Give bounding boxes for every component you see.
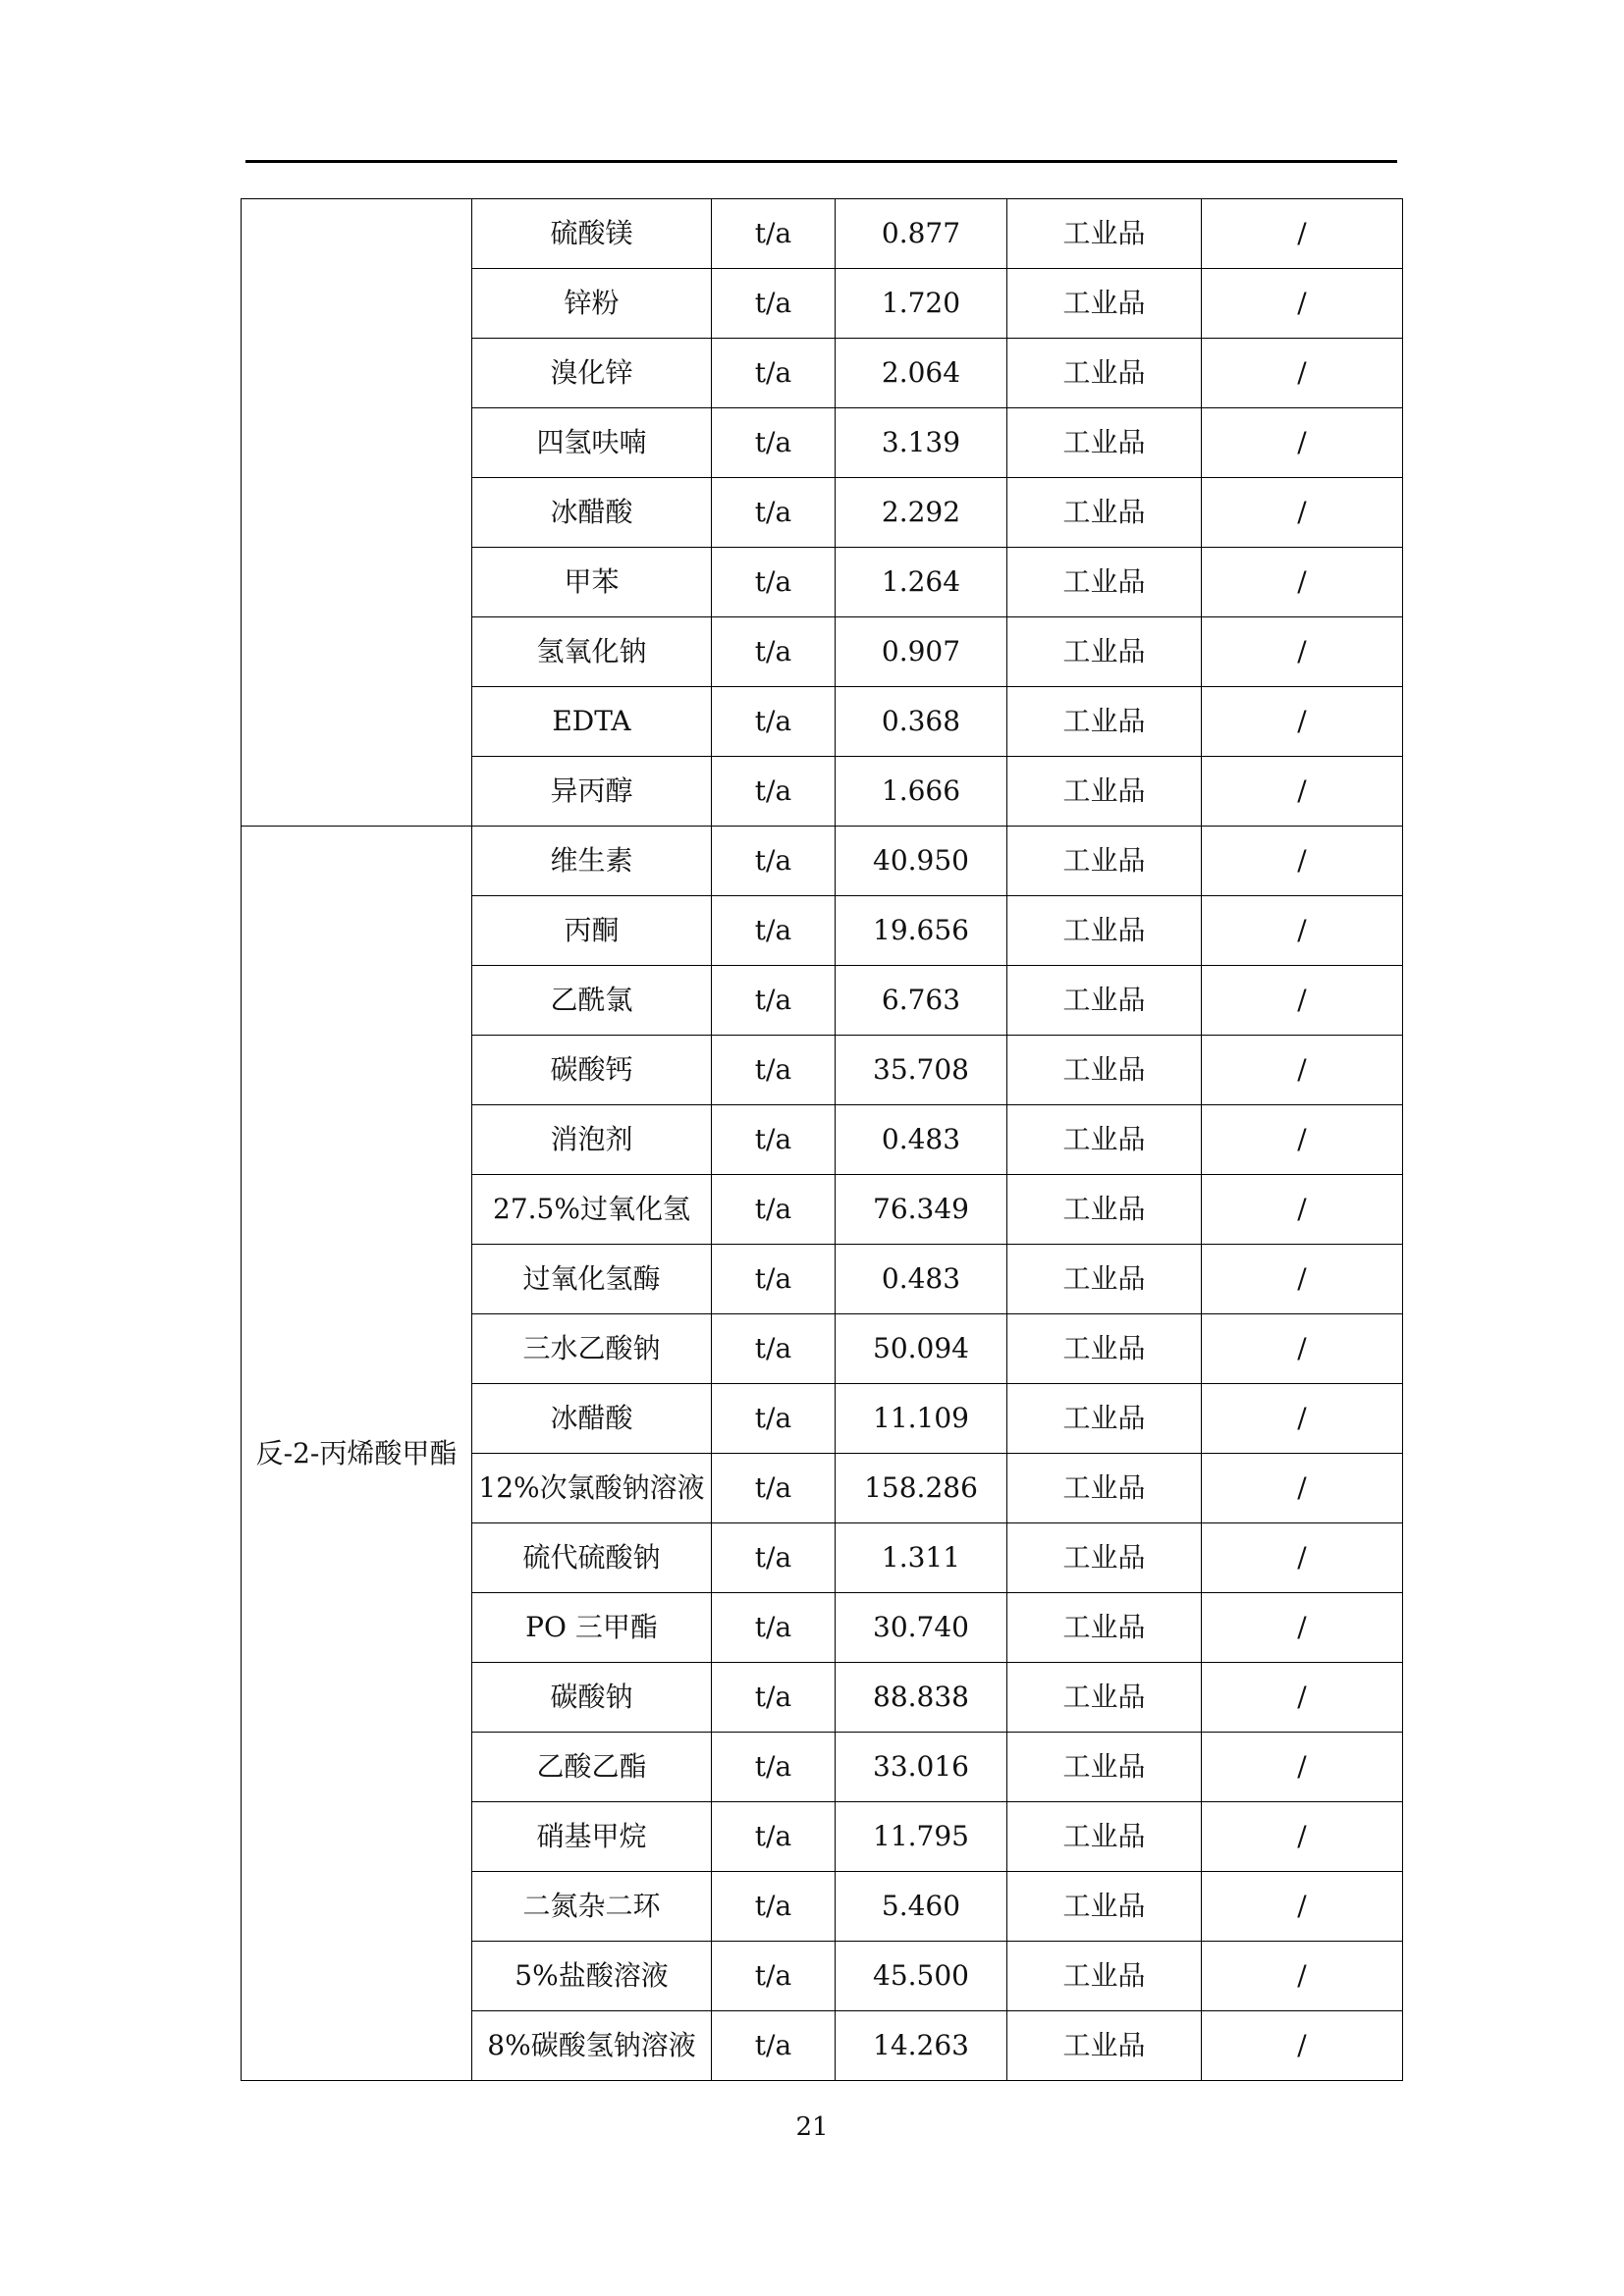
note-cell: /	[1202, 1593, 1403, 1663]
note-cell: /	[1202, 687, 1403, 757]
unit-cell: t/a	[712, 1314, 836, 1384]
material-name-cell: 硝基甲烷	[472, 1802, 712, 1872]
grade-cell: 工业品	[1007, 1663, 1202, 1733]
note-cell: /	[1202, 1942, 1403, 2011]
material-name-cell: 丙酮	[472, 896, 712, 966]
material-name-cell: 异丙醇	[472, 757, 712, 827]
material-name-cell: 过氧化氢酶	[472, 1245, 712, 1314]
grade-cell: 工业品	[1007, 1105, 1202, 1175]
material-name-cell: PO 三甲酯	[472, 1593, 712, 1663]
unit-cell: t/a	[712, 2011, 836, 2081]
grade-cell: 工业品	[1007, 2011, 1202, 2081]
note-cell: /	[1202, 1802, 1403, 1872]
material-name-cell: EDTA	[472, 687, 712, 757]
note-cell: /	[1202, 827, 1403, 896]
unit-cell: t/a	[712, 966, 836, 1036]
grade-cell: 工业品	[1007, 408, 1202, 478]
material-name-cell: 四氢呋喃	[472, 408, 712, 478]
grade-cell: 工业品	[1007, 1384, 1202, 1454]
material-name-cell: 氢氧化钠	[472, 617, 712, 687]
unit-cell: t/a	[712, 757, 836, 827]
product-name-cell: 反-2-丙烯酸甲酯	[242, 827, 472, 2081]
grade-cell: 工业品	[1007, 896, 1202, 966]
amount-cell: 11.795	[836, 1802, 1007, 1872]
material-name-cell: 锌粉	[472, 269, 712, 339]
unit-cell: t/a	[712, 1942, 836, 2011]
table-row	[242, 199, 1403, 269]
unit-cell: t/a	[712, 1454, 836, 1523]
amount-cell: 1.264	[836, 548, 1007, 617]
amount-cell: 0.368	[836, 687, 1007, 757]
amount-cell: 76.349	[836, 1175, 1007, 1245]
note-cell: /	[1202, 1384, 1403, 1454]
material-name-cell: 碳酸钠	[472, 1663, 712, 1733]
grade-cell: 工业品	[1007, 1036, 1202, 1105]
amount-cell: 5.460	[836, 1872, 1007, 1942]
grade-cell: 工业品	[1007, 966, 1202, 1036]
grade-cell: 工业品	[1007, 687, 1202, 757]
unit-cell: t/a	[712, 1663, 836, 1733]
amount-cell: 0.877	[836, 199, 1007, 269]
unit-cell: t/a	[712, 827, 836, 896]
amount-cell: 2.292	[836, 478, 1007, 548]
unit-cell: t/a	[712, 1872, 836, 1942]
amount-cell: 50.094	[836, 1314, 1007, 1384]
material-name-cell: 溴化锌	[472, 339, 712, 408]
note-cell: /	[1202, 1175, 1403, 1245]
material-name-cell: 12%次氯酸钠溶液	[472, 1454, 712, 1523]
material-name-cell: 冰醋酸	[472, 478, 712, 548]
amount-cell: 30.740	[836, 1593, 1007, 1663]
product-name-cell	[242, 199, 472, 827]
grade-cell: 工业品	[1007, 1872, 1202, 1942]
grade-cell: 工业品	[1007, 339, 1202, 408]
amount-cell: 0.483	[836, 1245, 1007, 1314]
table-row	[242, 827, 1403, 896]
note-cell: /	[1202, 269, 1403, 339]
unit-cell: t/a	[712, 1036, 836, 1105]
note-cell: /	[1202, 1314, 1403, 1384]
note-cell: /	[1202, 548, 1403, 617]
note-cell: /	[1202, 1454, 1403, 1523]
page-number: 21	[795, 2112, 829, 2142]
note-cell: /	[1202, 757, 1403, 827]
unit-cell: t/a	[712, 1733, 836, 1802]
material-name-cell: 乙酸乙酯	[472, 1733, 712, 1802]
note-cell: /	[1202, 1036, 1403, 1105]
material-name-cell: 8%碳酸氢钠溶液	[472, 2011, 712, 2081]
amount-cell: 35.708	[836, 1036, 1007, 1105]
note-cell: /	[1202, 617, 1403, 687]
material-name-cell: 二氮杂二环	[472, 1872, 712, 1942]
material-name-cell: 硫代硫酸钠	[472, 1523, 712, 1593]
grade-cell: 工业品	[1007, 478, 1202, 548]
unit-cell: t/a	[712, 617, 836, 687]
material-name-cell: 三水乙酸钠	[472, 1314, 712, 1384]
note-cell: /	[1202, 1872, 1403, 1942]
grade-cell: 工业品	[1007, 1593, 1202, 1663]
grade-cell: 工业品	[1007, 1314, 1202, 1384]
note-cell: /	[1202, 478, 1403, 548]
grade-cell: 工业品	[1007, 1454, 1202, 1523]
amount-cell: 45.500	[836, 1942, 1007, 2011]
grade-cell: 工业品	[1007, 1802, 1202, 1872]
amount-cell: 1.311	[836, 1523, 1007, 1593]
note-cell: /	[1202, 339, 1403, 408]
grade-cell: 工业品	[1007, 827, 1202, 896]
material-name-cell: 27.5%过氧化氢	[472, 1175, 712, 1245]
amount-cell: 14.263	[836, 2011, 1007, 2081]
unit-cell: t/a	[712, 1523, 836, 1593]
unit-cell: t/a	[712, 1175, 836, 1245]
material-name-cell: 甲苯	[472, 548, 712, 617]
unit-cell: t/a	[712, 408, 836, 478]
unit-cell: t/a	[712, 1593, 836, 1663]
grade-cell: 工业品	[1007, 1523, 1202, 1593]
amount-cell: 0.483	[836, 1105, 1007, 1175]
note-cell: /	[1202, 2011, 1403, 2081]
note-cell: /	[1202, 1733, 1403, 1802]
grade-cell: 工业品	[1007, 1733, 1202, 1802]
amount-cell: 33.016	[836, 1733, 1007, 1802]
material-name-cell: 冰醋酸	[472, 1384, 712, 1454]
amount-cell: 0.907	[836, 617, 1007, 687]
unit-cell: t/a	[712, 1384, 836, 1454]
unit-cell: t/a	[712, 1802, 836, 1872]
unit-cell: t/a	[712, 269, 836, 339]
material-name-cell: 维生素	[472, 827, 712, 896]
note-cell: /	[1202, 408, 1403, 478]
amount-cell: 19.656	[836, 896, 1007, 966]
grade-cell: 工业品	[1007, 269, 1202, 339]
grade-cell: 工业品	[1007, 757, 1202, 827]
material-name-cell: 碳酸钙	[472, 1036, 712, 1105]
material-name-cell: 消泡剂	[472, 1105, 712, 1175]
amount-cell: 1.720	[836, 269, 1007, 339]
grade-cell: 工业品	[1007, 1175, 1202, 1245]
header-rule	[245, 160, 1397, 163]
note-cell: /	[1202, 199, 1403, 269]
raw-materials-table	[241, 198, 1403, 2081]
amount-cell: 6.763	[836, 966, 1007, 1036]
amount-cell: 11.109	[836, 1384, 1007, 1454]
grade-cell: 工业品	[1007, 1942, 1202, 2011]
grade-cell: 工业品	[1007, 199, 1202, 269]
unit-cell: t/a	[712, 199, 836, 269]
amount-cell: 2.064	[836, 339, 1007, 408]
amount-cell: 40.950	[836, 827, 1007, 896]
material-name-cell: 5%盐酸溶液	[472, 1942, 712, 2011]
amount-cell: 3.139	[836, 408, 1007, 478]
unit-cell: t/a	[712, 896, 836, 966]
note-cell: /	[1202, 1105, 1403, 1175]
amount-cell: 88.838	[836, 1663, 1007, 1733]
material-name-cell: 硫酸镁	[472, 199, 712, 269]
unit-cell: t/a	[712, 687, 836, 757]
note-cell: /	[1202, 1245, 1403, 1314]
unit-cell: t/a	[712, 478, 836, 548]
unit-cell: t/a	[712, 1105, 836, 1175]
note-cell: /	[1202, 1663, 1403, 1733]
unit-cell: t/a	[712, 339, 836, 408]
amount-cell: 1.666	[836, 757, 1007, 827]
grade-cell: 工业品	[1007, 548, 1202, 617]
grade-cell: 工业品	[1007, 617, 1202, 687]
note-cell: /	[1202, 966, 1403, 1036]
grade-cell: 工业品	[1007, 1245, 1202, 1314]
amount-cell: 158.286	[836, 1454, 1007, 1523]
table-body	[242, 199, 1403, 2081]
unit-cell: t/a	[712, 1245, 836, 1314]
note-cell: /	[1202, 896, 1403, 966]
unit-cell: t/a	[712, 548, 836, 617]
note-cell: /	[1202, 1523, 1403, 1593]
material-name-cell: 乙酰氯	[472, 966, 712, 1036]
